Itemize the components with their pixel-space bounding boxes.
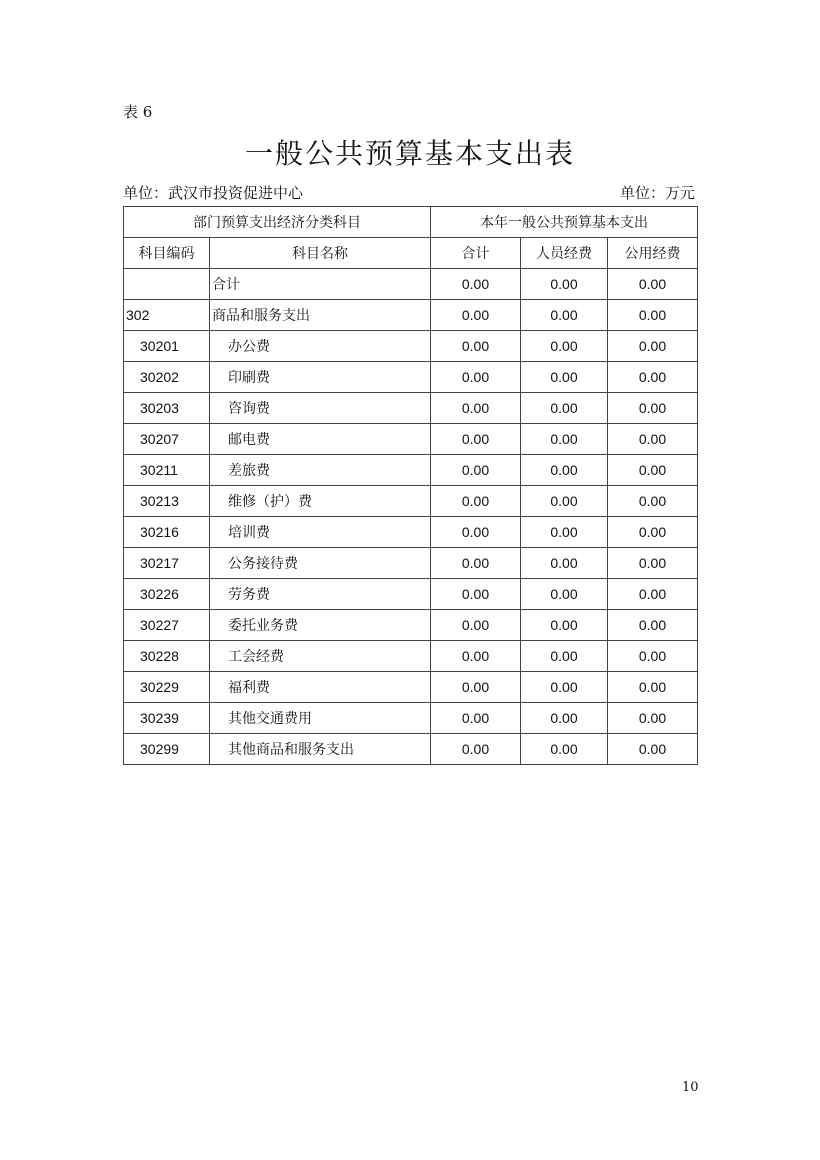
row-total: 0.00 bbox=[431, 455, 521, 486]
table-row bbox=[124, 641, 698, 672]
row-total: 0.00 bbox=[431, 610, 521, 641]
row-total: 0.00 bbox=[431, 424, 521, 455]
table-label: 表 6 bbox=[123, 103, 153, 121]
table-row-category bbox=[124, 300, 698, 331]
row-total: 0.00 bbox=[431, 331, 521, 362]
row-name: 合计 bbox=[210, 269, 431, 300]
budget-table bbox=[123, 206, 698, 765]
row-personnel: 0.00 bbox=[521, 517, 608, 548]
row-total: 0.00 bbox=[431, 393, 521, 424]
row-total: 0.00 bbox=[431, 486, 521, 517]
row-personnel: 0.00 bbox=[521, 672, 608, 703]
row-name: 办公费 bbox=[210, 331, 431, 362]
page-number: 10 bbox=[682, 1080, 699, 1095]
row-public: 0.00 bbox=[608, 610, 698, 641]
row-name: 培训费 bbox=[210, 517, 431, 548]
row-total: 0.00 bbox=[431, 641, 521, 672]
row-name: 其他交通费用 bbox=[210, 703, 431, 734]
row-personnel: 0.00 bbox=[521, 641, 608, 672]
table-row bbox=[124, 486, 698, 517]
row-personnel: 0.00 bbox=[521, 455, 608, 486]
row-name: 差旅费 bbox=[210, 455, 431, 486]
row-code: 30239 bbox=[124, 703, 210, 734]
row-name: 商品和服务支出 bbox=[210, 300, 431, 331]
row-public: 0.00 bbox=[608, 548, 698, 579]
table-row bbox=[124, 579, 698, 610]
table-row bbox=[124, 548, 698, 579]
header-group-left: 部门预算支出经济分类科目 bbox=[124, 207, 431, 238]
row-public: 0.00 bbox=[608, 703, 698, 734]
row-code: 302 bbox=[124, 300, 210, 331]
row-personnel: 0.00 bbox=[521, 734, 608, 765]
row-name: 维修（护）费 bbox=[210, 486, 431, 517]
row-personnel: 0.00 bbox=[521, 548, 608, 579]
row-code: 30207 bbox=[124, 424, 210, 455]
row-public: 0.00 bbox=[608, 517, 698, 548]
table-row bbox=[124, 393, 698, 424]
row-total: 0.00 bbox=[431, 362, 521, 393]
row-name: 其他商品和服务支出 bbox=[210, 734, 431, 765]
table-row bbox=[124, 331, 698, 362]
table-row bbox=[124, 672, 698, 703]
row-personnel: 0.00 bbox=[521, 331, 608, 362]
row-total: 0.00 bbox=[431, 672, 521, 703]
row-personnel: 0.00 bbox=[521, 579, 608, 610]
row-public: 0.00 bbox=[608, 393, 698, 424]
table-row bbox=[124, 610, 698, 641]
row-public: 0.00 bbox=[608, 269, 698, 300]
row-public: 0.00 bbox=[608, 641, 698, 672]
header-group-right: 本年一般公共预算基本支出 bbox=[431, 207, 698, 238]
header-group-row bbox=[124, 207, 698, 238]
row-personnel: 0.00 bbox=[521, 269, 608, 300]
row-public: 0.00 bbox=[608, 455, 698, 486]
row-public: 0.00 bbox=[608, 300, 698, 331]
row-name: 工会经费 bbox=[210, 641, 431, 672]
row-personnel: 0.00 bbox=[521, 362, 608, 393]
header-name: 科目名称 bbox=[210, 238, 431, 269]
row-name: 邮电费 bbox=[210, 424, 431, 455]
unit-currency: 单位：万元 bbox=[619, 184, 695, 202]
row-code: 30299 bbox=[124, 734, 210, 765]
row-code: 30211 bbox=[124, 455, 210, 486]
header-personnel: 人员经费 bbox=[521, 238, 608, 269]
row-code: 30228 bbox=[124, 641, 210, 672]
row-public: 0.00 bbox=[608, 424, 698, 455]
row-public: 0.00 bbox=[608, 734, 698, 765]
row-code: 30227 bbox=[124, 610, 210, 641]
row-total: 0.00 bbox=[431, 269, 521, 300]
row-code: 30226 bbox=[124, 579, 210, 610]
header-total: 合计 bbox=[431, 238, 521, 269]
table-row bbox=[124, 703, 698, 734]
row-name: 劳务费 bbox=[210, 579, 431, 610]
row-public: 0.00 bbox=[608, 579, 698, 610]
row-personnel: 0.00 bbox=[521, 610, 608, 641]
table-row bbox=[124, 362, 698, 393]
row-code: 30201 bbox=[124, 331, 210, 362]
row-total: 0.00 bbox=[431, 517, 521, 548]
row-public: 0.00 bbox=[608, 672, 698, 703]
row-name: 委托业务费 bbox=[210, 610, 431, 641]
row-public: 0.00 bbox=[608, 331, 698, 362]
row-total: 0.00 bbox=[431, 548, 521, 579]
row-total: 0.00 bbox=[431, 734, 521, 765]
row-code: 30202 bbox=[124, 362, 210, 393]
row-personnel: 0.00 bbox=[521, 393, 608, 424]
row-public: 0.00 bbox=[608, 486, 698, 517]
table-row-total bbox=[124, 269, 698, 300]
row-code: 30216 bbox=[124, 517, 210, 548]
row-personnel: 0.00 bbox=[521, 300, 608, 331]
row-name: 福利费 bbox=[210, 672, 431, 703]
table-row bbox=[124, 517, 698, 548]
row-name: 公务接待费 bbox=[210, 548, 431, 579]
row-total: 0.00 bbox=[431, 703, 521, 734]
row-public: 0.00 bbox=[608, 362, 698, 393]
row-code: 30203 bbox=[124, 393, 210, 424]
unit-organization: 单位：武汉市投资促进中心 bbox=[123, 184, 304, 202]
row-code bbox=[124, 269, 210, 300]
header-code: 科目编码 bbox=[124, 238, 210, 269]
row-code: 30217 bbox=[124, 548, 210, 579]
table-row bbox=[124, 424, 698, 455]
header-column-row bbox=[124, 238, 698, 269]
row-name: 印刷费 bbox=[210, 362, 431, 393]
row-personnel: 0.00 bbox=[521, 703, 608, 734]
row-personnel: 0.00 bbox=[521, 486, 608, 517]
row-name: 咨询费 bbox=[210, 393, 431, 424]
table-row bbox=[124, 455, 698, 486]
row-total: 0.00 bbox=[431, 300, 521, 331]
row-code: 30213 bbox=[124, 486, 210, 517]
row-code: 30229 bbox=[124, 672, 210, 703]
header-public: 公用经费 bbox=[608, 238, 698, 269]
row-total: 0.00 bbox=[431, 579, 521, 610]
page-title: 一般公共预算基本支出表 bbox=[244, 137, 575, 170]
row-personnel: 0.00 bbox=[521, 424, 608, 455]
table-row bbox=[124, 734, 698, 765]
